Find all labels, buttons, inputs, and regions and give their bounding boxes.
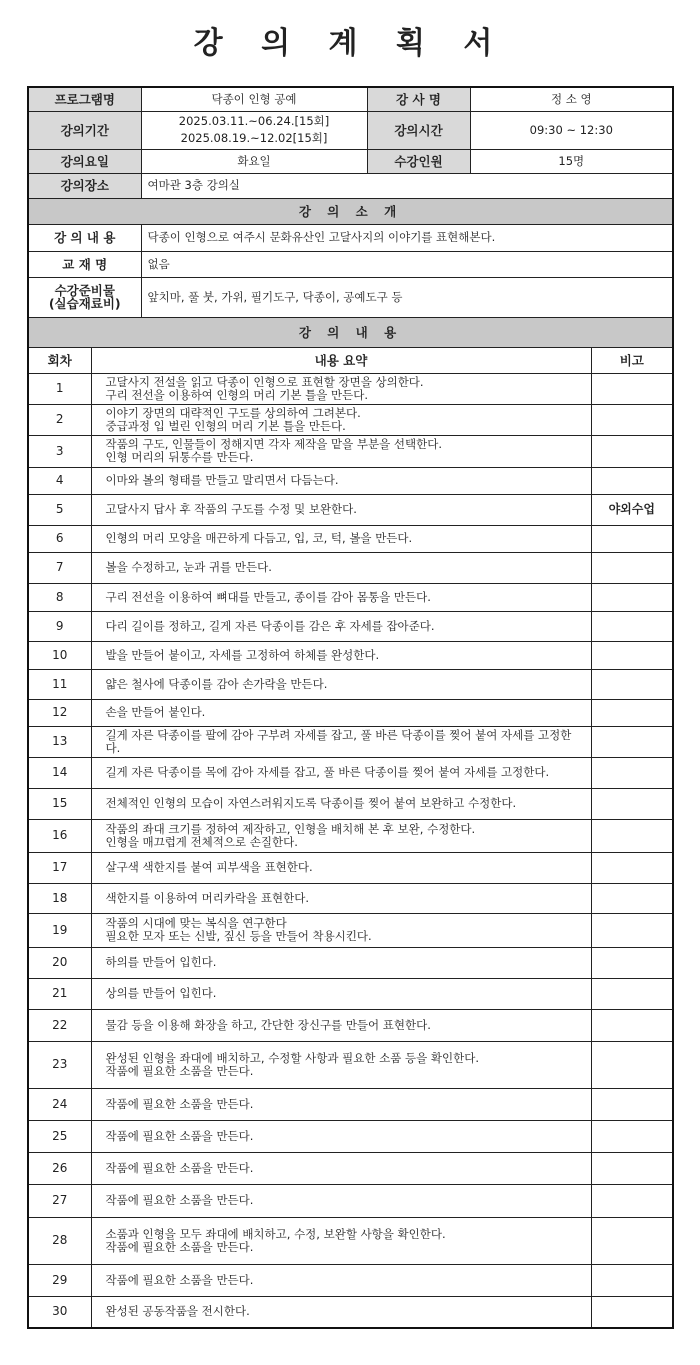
schedule-row (28, 467, 673, 494)
session-number: 1 (28, 373, 91, 404)
session-number: 27 (28, 1184, 91, 1217)
schedule-row (28, 611, 673, 641)
session-note (591, 819, 673, 852)
program-label: 프로그램명 (28, 87, 141, 111)
session-summary: 작품에 필요한 소품을 만든다. (91, 1120, 591, 1152)
session-number: 22 (28, 1009, 91, 1041)
lecture-plan-table (27, 86, 674, 1329)
session-note (591, 699, 673, 726)
session-summary: 인형의 머리 모양을 매끈하게 다듬고, 입, 코, 턱, 볼을 만든다. (91, 525, 591, 552)
session-number: 15 (28, 788, 91, 819)
summary-column-header: 내용 요약 (91, 347, 591, 373)
session-number: 4 (28, 467, 91, 494)
session-note (591, 467, 673, 494)
materials-value: 앞치마, 풀 붓, 가위, 필기도구, 닥종이, 공예도구 등 (141, 277, 673, 317)
schedule-row (28, 552, 673, 583)
session-summary: 고달사지 답사 후 작품의 구도를 수정 및 보완한다. (91, 494, 591, 525)
session-number: 2 (28, 404, 91, 435)
session-summary: 길게 자른 닥종이를 팔에 감아 구부려 자세를 잡고, 풀 바른 닥종이를 찢어 붙여 자세를 고정한다. (91, 726, 591, 757)
session-summary: 작품에 필요한 소품을 만든다. (91, 1264, 591, 1296)
session-note (591, 1296, 673, 1328)
schedule-row (28, 1088, 673, 1120)
session-note (591, 611, 673, 641)
session-summary: 이야기 장면의 대략적인 구도를 상의하여 그려본다. 중급과정 입 벌린 인형의 머리 기본 틀을 만든다. (91, 404, 591, 435)
schedule-row (28, 583, 673, 611)
session-number: 8 (28, 583, 91, 611)
session-note (591, 583, 673, 611)
session-number: 11 (28, 669, 91, 699)
session-note (591, 1088, 673, 1120)
session-summary: 작품의 구도, 인물들이 정해지면 각자 제작을 맡을 부분을 선택한다. 인형 머리의 뒤통수를 만든다. (91, 435, 591, 467)
session-summary: 이마와 볼의 형태를 만들고 말리면서 다듬는다. (91, 467, 591, 494)
schedule-row (28, 669, 673, 699)
intro-section-header: 강 의 소 개 (28, 198, 673, 224)
content-label: 강 의 내 용 (28, 224, 141, 251)
day-label: 강의요일 (28, 149, 141, 173)
session-summary: 작품에 필요한 소품을 만든다. (91, 1152, 591, 1184)
session-number: 17 (28, 852, 91, 883)
schedule-row (28, 913, 673, 947)
schedule-body (28, 373, 673, 1328)
time-label: 강의시간 (367, 111, 470, 149)
program-value: 닥종이 인형 공예 (141, 87, 367, 111)
session-number: 6 (28, 525, 91, 552)
session-summary: 발을 만들어 붙이고, 자세를 고정하여 하체를 완성한다. (91, 641, 591, 669)
schedule-row (28, 404, 673, 435)
schedule-row (28, 788, 673, 819)
textbook-label: 교 재 명 (28, 251, 141, 277)
session-summary: 얇은 철사에 닥종이를 감아 손가락을 만든다. (91, 669, 591, 699)
session-note (591, 1041, 673, 1088)
session-summary: 길게 자른 닥종이를 목에 감아 자세를 잡고, 풀 바른 닥종이를 찢어 붙여 자세를 고정한다. (91, 757, 591, 788)
session-note (591, 1184, 673, 1217)
session-number: 5 (28, 494, 91, 525)
session-number: 18 (28, 883, 91, 913)
session-note (591, 788, 673, 819)
day-value: 화요일 (141, 149, 367, 173)
schedule-row (28, 525, 673, 552)
session-column-header: 회차 (28, 347, 91, 373)
session-number: 26 (28, 1152, 91, 1184)
session-number: 28 (28, 1217, 91, 1264)
instructor-label: 강 사 명 (367, 87, 470, 111)
period-value (141, 111, 367, 149)
session-number: 29 (28, 1264, 91, 1296)
session-summary: 볼을 수정하고, 눈과 귀를 만든다. (91, 552, 591, 583)
schedule-row (28, 1184, 673, 1217)
session-number: 3 (28, 435, 91, 467)
session-note (591, 1120, 673, 1152)
session-note (591, 913, 673, 947)
schedule-row (28, 852, 673, 883)
session-note: 야외수업 (591, 494, 673, 525)
session-note (591, 1152, 673, 1184)
session-summary: 물감 등을 이용해 화장을 하고, 간단한 장신구를 만들어 표현한다. (91, 1009, 591, 1041)
schedule-row (28, 883, 673, 913)
session-summary: 하의를 만들어 입힌다. (91, 947, 591, 978)
note-column-header: 비고 (591, 347, 673, 373)
textbook-value: 없음 (141, 251, 673, 277)
session-summary: 색한지를 이용하여 머리카락을 표현한다. (91, 883, 591, 913)
session-number: 10 (28, 641, 91, 669)
schedule-row (28, 1264, 673, 1296)
session-note (591, 852, 673, 883)
session-number: 12 (28, 699, 91, 726)
session-note (591, 947, 673, 978)
session-summary: 상의를 만들어 입힌다. (91, 978, 591, 1009)
capacity-label: 수강인원 (367, 149, 470, 173)
session-note (591, 978, 673, 1009)
session-note (591, 404, 673, 435)
session-summary: 완성된 인형을 좌대에 배치하고, 수정할 사항과 필요한 소품 등을 확인한다. 작품에 필요한 소품을 만든다. (91, 1041, 591, 1088)
session-number: 14 (28, 757, 91, 788)
session-summary: 완성된 공동작품을 전시한다. (91, 1296, 591, 1328)
session-number: 30 (28, 1296, 91, 1328)
session-note (591, 669, 673, 699)
materials-label: 수강준비물 (실습재료비) (28, 277, 141, 317)
instructor-value: 정 소 영 (470, 87, 673, 111)
period-value-first: 2025.03.11.~06.24.[15회] (178, 114, 330, 128)
session-note (591, 525, 673, 552)
time-value: 09:30 ~ 12:30 (470, 111, 673, 149)
session-summary: 전체적인 인형의 모습이 자연스러워지도록 닥종이를 찢어 붙여 보완하고 수정한다. (91, 788, 591, 819)
session-note (591, 1217, 673, 1264)
session-note (591, 757, 673, 788)
session-number: 25 (28, 1120, 91, 1152)
place-label: 강의장소 (28, 173, 141, 198)
session-note (591, 726, 673, 757)
period-label: 강의기간 (28, 111, 141, 149)
session-note (591, 373, 673, 404)
session-note (591, 552, 673, 583)
session-summary: 작품의 시대에 맞는 복식을 연구한다 필요한 모자 또는 신발, 짚신 등을 만들어 착용시킨다. (91, 913, 591, 947)
schedule-row (28, 641, 673, 669)
session-summary: 작품에 필요한 소품을 만든다. (91, 1184, 591, 1217)
session-number: 20 (28, 947, 91, 978)
session-summary: 소품과 인형을 모두 좌대에 배치하고, 수정, 보완할 사항을 확인한다. 작품에 필요한 소품을 만든다. (91, 1217, 591, 1264)
session-summary: 다리 길이를 정하고, 길게 자른 닥종이를 감은 후 자세를 잡아준다. (91, 611, 591, 641)
schedule-row (28, 1217, 673, 1264)
session-number: 7 (28, 552, 91, 583)
session-number: 19 (28, 913, 91, 947)
session-summary: 고달사지 전설을 읽고 닥종이 인형으로 표현할 장면을 상의한다. 구리 전선을 이용하여 인형의 머리 기본 틀을 만든다. (91, 373, 591, 404)
schedule-row (28, 1120, 673, 1152)
session-note (591, 883, 673, 913)
schedule-row (28, 819, 673, 852)
schedule-row (28, 373, 673, 404)
session-number: 16 (28, 819, 91, 852)
place-value: 여마관 3층 강의실 (141, 173, 673, 198)
schedule-row (28, 978, 673, 1009)
schedule-row (28, 699, 673, 726)
session-summary: 살구색 색한지를 붙여 피부색을 표현한다. (91, 852, 591, 883)
schedule-row (28, 435, 673, 467)
session-number: 24 (28, 1088, 91, 1120)
session-note (591, 641, 673, 669)
period-value-second: 2025.08.19.~12.02[15회] (180, 131, 328, 145)
schedule-section-header: 강 의 내 용 (28, 317, 673, 347)
session-number: 21 (28, 978, 91, 1009)
session-note (591, 1009, 673, 1041)
session-note (591, 1264, 673, 1296)
session-summary: 구리 전선을 이용하여 뼈대를 만들고, 종이를 감아 몸통을 만든다. (91, 583, 591, 611)
session-summary: 작품의 좌대 크기를 정하여 제작하고, 인형을 배치해 본 후 보완, 수정한다. 인형을 매끄럽게 전체적으로 손질한다. (91, 819, 591, 852)
schedule-row (28, 726, 673, 757)
session-summary: 작품에 필요한 소품을 만든다. (91, 1088, 591, 1120)
schedule-row (28, 947, 673, 978)
schedule-row (28, 1296, 673, 1328)
page-title: 강 의 계 획 서 (193, 26, 507, 61)
session-note (591, 435, 673, 467)
schedule-row (28, 757, 673, 788)
schedule-row (28, 1009, 673, 1041)
session-number: 23 (28, 1041, 91, 1088)
session-number: 9 (28, 611, 91, 641)
capacity-value: 15명 (470, 149, 673, 173)
content-value: 닥종이 인형으로 여주시 문화유산인 고달사지의 이야기를 표현해본다. (141, 224, 673, 251)
schedule-row (28, 1152, 673, 1184)
session-summary: 손을 만들어 붙인다. (91, 699, 591, 726)
schedule-row (28, 494, 673, 525)
session-number: 13 (28, 726, 91, 757)
schedule-row (28, 1041, 673, 1088)
